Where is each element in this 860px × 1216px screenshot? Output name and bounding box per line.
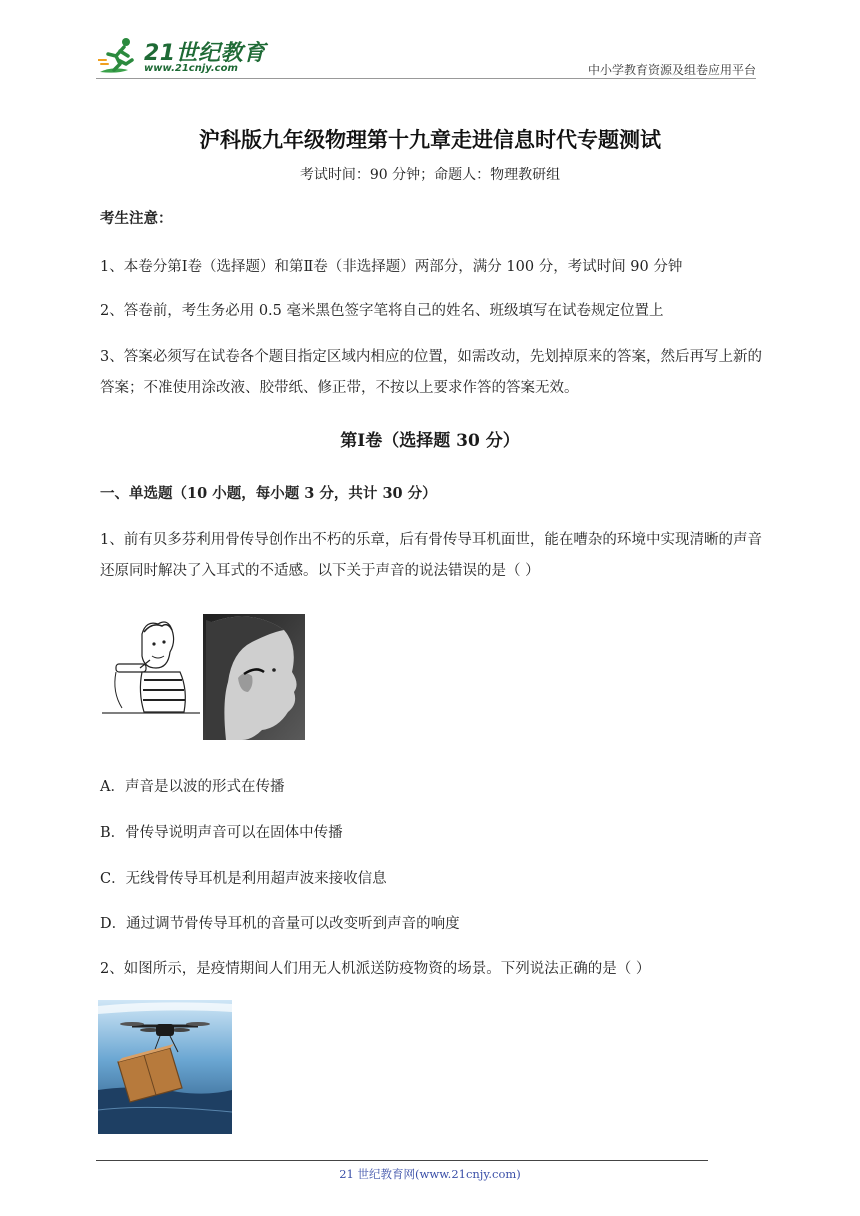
page-footer: 21 世纪教育网(www.21cnjy.com) (339, 1167, 521, 1181)
footer-divider (96, 1160, 708, 1161)
site-logo (96, 34, 266, 78)
notice-item: 2、答卷前，考生务必用 0.5 毫米黑色签字笔将自己的姓名、班级填写在试卷规定位置上 (100, 303, 664, 319)
notice-item: 1、本卷分第Ⅰ卷（选择题）和第Ⅱ卷（非选择题）两部分，满分 100 分，考试时间 90 分钟 (100, 259, 683, 275)
runner-logo-icon (98, 36, 142, 76)
notice-item: 3、答案必须写在试卷各个题目指定区域内相应的位置，如需改动，先划掉原来的答案，然后再写上新的答案；不准使用涂改液、胶带纸、修正带，不按以上要求作答的答案无效。 (100, 349, 762, 396)
exam-info: 考试时间：90 分钟；命题人：物理教研组 (299, 167, 561, 183)
header-divider (96, 78, 756, 79)
question-stem: 1、前有贝多芬利用骨传导创作出不朽的乐章，后有骨传导耳机面世，能在嘈杂的环境中实现清晰的声音还原同时解决了入耳式的不适感。以下关于声音的说法错误的是（ ） (100, 532, 762, 579)
notice-heading: 考生注意： (100, 210, 173, 227)
option-b: B．骨传导说明声音可以在固体中传播 (100, 825, 343, 841)
logo-url: www.21cnjy.com (144, 63, 238, 74)
bone-conduction-illustration (102, 612, 307, 742)
page-title: 沪科版九年级物理第十九章走进信息时代专题测试 (199, 127, 661, 152)
part-heading: 一、单选题（10 小题，每小题 3 分，共计 30 分） (100, 485, 437, 502)
option-c: C．无线骨传导耳机是利用超声波来接收信息 (100, 871, 387, 887)
section-title: 第Ⅰ卷（选择题 30 分） (340, 431, 520, 451)
logo-name: 21世纪教育 (144, 41, 266, 66)
option-a: A．声音是以波的形式在传播 (100, 779, 285, 795)
question-stem: 2、如图所示，是疫情期间人们用无人机派送防疫物资的场景。下列说法正确的是（ ） (100, 961, 651, 977)
option-d: D．通过调节骨传导耳机的音量可以改变听到声音的响度 (100, 916, 460, 932)
drone-delivery-figure (98, 1000, 232, 1134)
header-platform-text: 中小学教育资源及组卷应用平台 (587, 63, 756, 77)
drone-delivery-illustration (98, 1000, 232, 1134)
page-header (96, 30, 756, 80)
bone-conduction-figure (102, 612, 307, 742)
